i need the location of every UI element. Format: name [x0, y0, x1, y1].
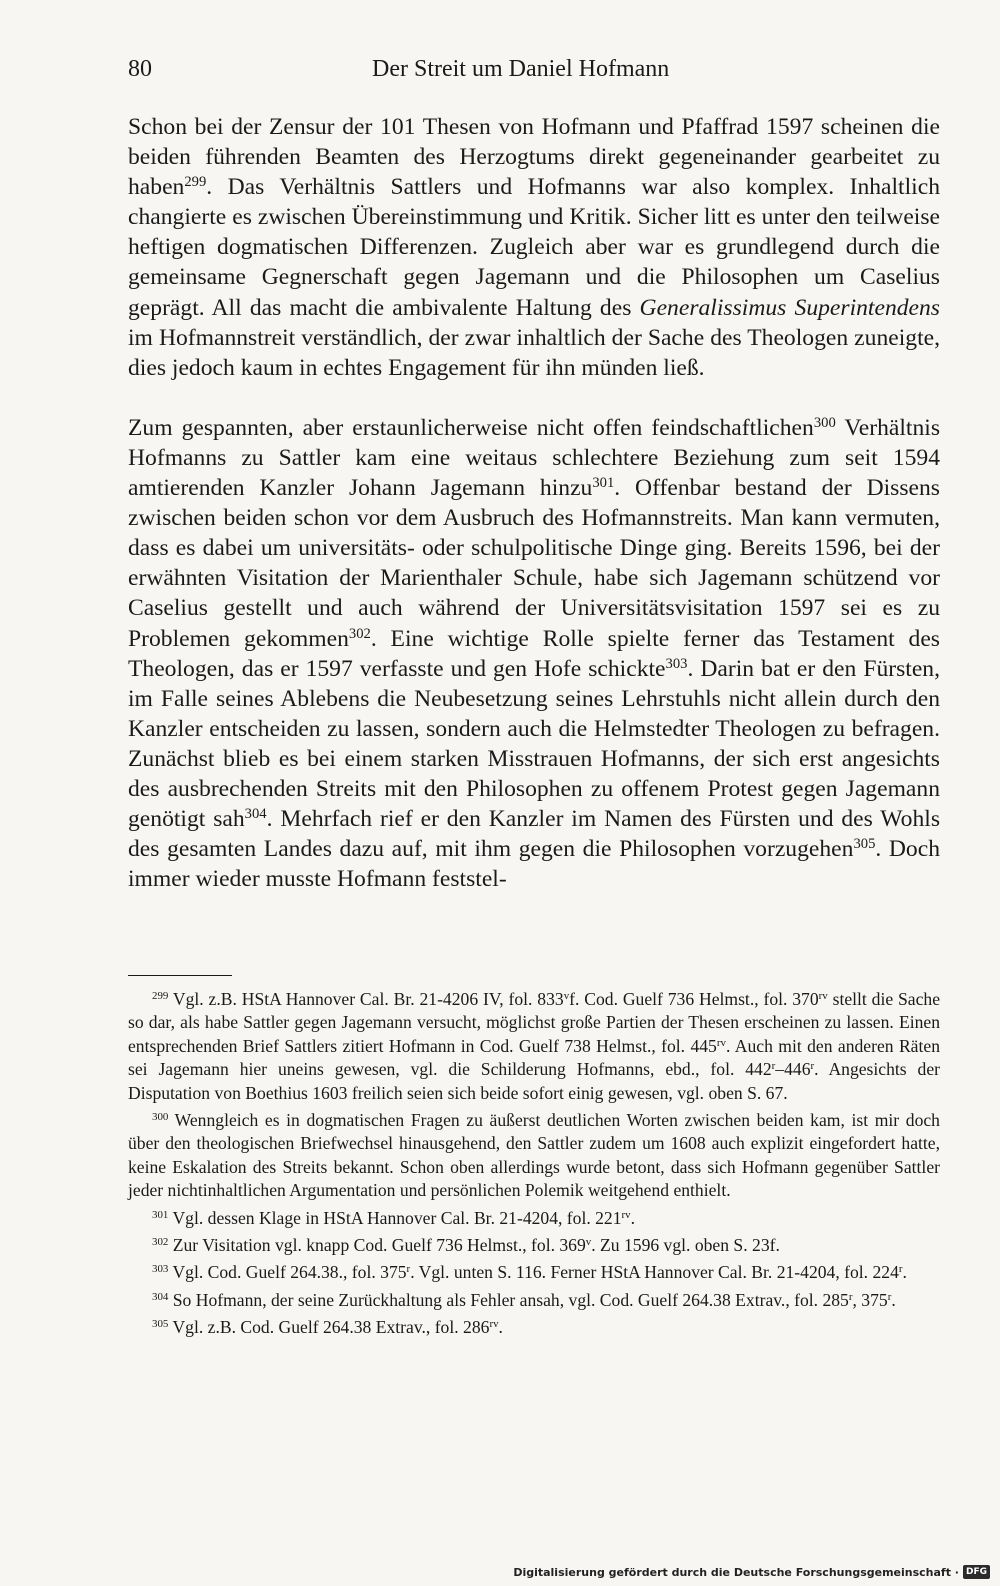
folio-mark: r [848, 1290, 853, 1303]
footnote-ref-301[interactable]: 301 [592, 474, 615, 491]
folio-mark: v [585, 1236, 592, 1249]
footnote-text: . [902, 1262, 907, 1283]
folio-mark: rv [716, 1036, 726, 1049]
running-head [128, 56, 940, 86]
footnote-number: 304 [152, 1290, 169, 1303]
footnote-text: f. Cod. Guelf 736 Helmst., fol. 370 [569, 989, 819, 1009]
footnote-303 [128, 1261, 940, 1284]
footnote-305 [128, 1316, 940, 1339]
page-number: 80 [128, 56, 152, 82]
footnote-text: Vgl. z.B. Cod. Guelf 264.38 Extrav., fol. 286 [172, 1317, 490, 1338]
footnote-text: Vgl. Cod. Guelf 264.38., fol. 375 [172, 1262, 407, 1283]
footnote-text: Zur Visitation vgl. knapp Cod. Guelf 736 Helmst., fol. 369 [172, 1235, 586, 1256]
footnote-text: . [891, 1289, 896, 1310]
footnote-text: . [630, 1207, 636, 1228]
folio-mark: rv [818, 990, 828, 1002]
footnote-divider [128, 975, 232, 976]
footnote-ref-305[interactable]: 305 [853, 836, 876, 853]
folio-mark: r [406, 1263, 411, 1276]
running-title: Der Streit um Daniel Hofmann [372, 56, 670, 82]
folio-mark: v [563, 990, 570, 1002]
footnote-text: Vgl. z.B. HStA Hannover Cal. Br. 21-4206 IV, fol. 833 [172, 989, 564, 1009]
paragraph-text: . Offenbar bestand der Dissens zwischen beiden schon vor dem Ausbruch des Hofmannstreits. Man kann vermuten, dass es dabei um universitäts- oder schulpolitische Dinge ging. Bereits 1596, bei der erwähnten Visitation der Marienthaler Schule, habe sich Jagemann schützend vor Caselius gestellt und auch während der Universitätsvisitation 1597 sei es zu Problemen gekommen [128, 475, 940, 652]
footnotes [128, 988, 940, 1344]
footnote-ref-302[interactable]: 302 [348, 625, 371, 642]
footnote-text: , 375 [852, 1289, 888, 1310]
footnote-number: 299 [152, 990, 169, 1002]
footnote-number: 300 [152, 1111, 169, 1124]
footnote-text: . [498, 1317, 503, 1338]
folio-mark: r [771, 1060, 776, 1073]
footnote-text: . Angesichts der Disputation von Boethius 1603 freilich seien sich beide sofort einig gewesen, vgl. oben S. 67. [128, 1059, 940, 1103]
footnote-number: 303 [152, 1263, 169, 1276]
paragraph-text: . Darin bat er den Fürsten, im Falle seines Ablebens die Neubesetzung seines Lehrstuhls nicht allein durch den Kanzler entscheiden zu lassen, sondern auch die Helmstedter Theologen zu befragen. Zunächst blieb es bei einem starken Misstrauen Hofmanns, der sich erst angesichts des ausbrechenden Streits mit den Philosophen zu offenem Protest gegen Jagemann genötigt sah [128, 655, 941, 833]
folio-mark: rv [489, 1318, 499, 1331]
paragraph-text: . Das Verhältnis Sattlers und Hofmanns war also komplex. Inhaltlich changierte es zwischen Übereinstimmung und Kritik. Sicher litt es unter den teilweise heftigen dogmatischen Differenzen. Zugleich aber war es grundlegend durch die gemeinsame Gegnerschaft gegen Jagemann und die Philosophen um Caselius geprägt. All das macht die ambivalente Haltung des [128, 174, 940, 321]
digitization-credit [513, 1564, 990, 1580]
footnote-text: So Hofmann, der seine Zurückhaltung als Fehler ansah, vgl. Cod. Guelf 264.38 Extrav., fol. 285 [172, 1289, 849, 1310]
footnote-text: . Auch mit den anderen Räten sei Jagemann hier uneins gewesen, vgl. die Schilderung Hofmanns, ebd., fol. 442 [128, 1035, 940, 1080]
footnote-ref-303[interactable]: 303 [665, 655, 688, 672]
footnote-number: 302 [152, 1236, 169, 1249]
body-text [128, 112, 940, 894]
footnote-text: –446 [775, 1059, 811, 1080]
footnote-ref-300[interactable]: 300 [813, 414, 836, 431]
paragraph-2 [128, 413, 940, 895]
folio-mark: rv [621, 1208, 631, 1221]
emphasis-text: Generalissimus Superintendens [639, 294, 940, 321]
paragraph-text: im Hofmannstreit verständlich, der zwar inhaltlich der Sache des Theologen zuneigte, dies jedoch kaum in echtes Engagement für ihn münden ließ. [128, 324, 940, 381]
folio-mark: r [810, 1060, 815, 1073]
paragraph-text: Zum gespannten, aber erstaunlicherweise nicht offen feindschaftlichen [128, 414, 814, 441]
footnote-301 [128, 1207, 940, 1230]
footnote-300 [128, 1109, 940, 1203]
footnote-text: stellt die Sache so dar, als habe Sattler gegen Jagemann versucht, möglichst große Partien der Thesen erscheinen zu lassen. Einen entsprechenden Brief Sattlers zitiert Hofmann in Cod. Guelf 738 Helmst., fol. 445 [128, 989, 941, 1056]
footnote-299 [128, 988, 940, 1105]
footnote-ref-304[interactable]: 304 [244, 806, 267, 823]
footnote-number: 305 [152, 1318, 169, 1331]
paragraph-text: . Mehrfach rief er den Kanzler im Namen des Fürsten und des Wohls des gesamten Landes dazu auf, mit ihm gegen die Philosophen vorzugehen [128, 806, 940, 863]
paragraph-text: . Eine wichtige Rolle spielte ferner das Testament des Theologen, das er 1597 verfasste und gen Hofe schickte [128, 625, 940, 682]
folio-mark: r [887, 1290, 892, 1303]
footnote-ref-299[interactable]: 299 [184, 174, 207, 191]
paragraph-1 [128, 112, 940, 383]
folio-mark: r [898, 1263, 903, 1276]
footnote-text: Wenngleich es in dogmatischen Fragen zu äußerst deutlichen Worten zwischen beiden kam, ist mir doch über den theologischen Briefwechsel hinausgehend, den Sattler zudem um 1608 auch explizit eingefordert hatte, keine Eskalation des Streits bekannt. Schon oben allerdings wurde betont, dass sich Hofmann gegenüber Sattler jeder nichtinhaltlichen Argumentation und persönlichen Polemik weitgehend enthielt. [128, 1110, 940, 1201]
paragraph-text: . Doch immer wieder musste Hofmann feststel- [128, 836, 940, 893]
paragraph-text: Verhältnis Hofmanns zu Sattler kam eine weitaus schlechtere Beziehung zum seit 1594 amtierenden Kanzler Johann Jagemann hinzu [128, 414, 940, 502]
footnote-number: 301 [152, 1208, 169, 1221]
footnote-text: Vgl. dessen Klage in HStA Hannover Cal. Br. 21-4204, fol. 221 [172, 1207, 622, 1228]
dfg-logo-icon: DFG [963, 1565, 990, 1579]
footnote-text: . Vgl. unten S. 116. Ferner HStA Hannover Cal. Br. 21-4204, fol. 224 [410, 1262, 899, 1283]
paragraph-text: Schon bei der Zensur der 101 Thesen von Hofmann und Pfaffrad 1597 scheinen die beiden führenden Beamten des Herzogtums direkt gegeneinander gearbeitet zu haben [128, 114, 940, 201]
footnote-304 [128, 1289, 940, 1312]
footnote-302 [128, 1234, 940, 1257]
credit-text: Digitalisierung gefördert durch die Deutsche Forschungsgemeinschaft · [513, 1565, 959, 1579]
footnote-text: . Zu 1596 vgl. oben S. 23f. [591, 1235, 780, 1256]
